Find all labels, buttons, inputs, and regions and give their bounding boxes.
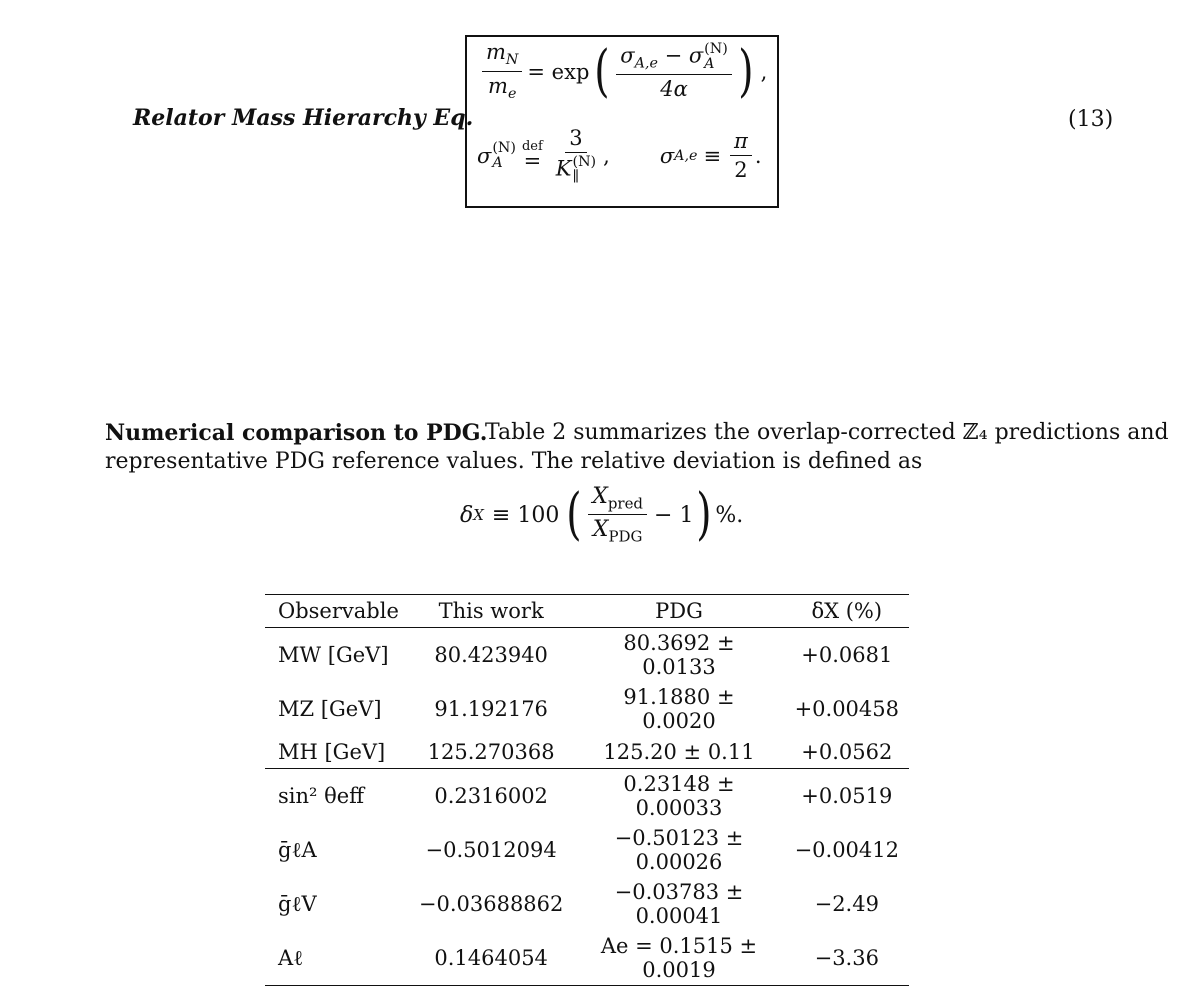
paragraph-line-2: representative PDG reference values. The relative deviation is defined as (105, 449, 923, 474)
cell-observable: MW [GeV] (278, 643, 389, 667)
table-header-row (265, 595, 909, 628)
comparison-table (265, 594, 909, 986)
sigma-definition: σ (N) A def = 3 K (N) ∥ , σ A,e ≡ $\frac{\pi}{2}$ . (477, 126, 762, 186)
cell-pdg: −0.50123 ± 0.00026 (614, 826, 744, 874)
header-pdg: PDG (655, 599, 703, 623)
table-row (265, 823, 909, 877)
mass-ratio-fraction: $\frac{m_N}{m_e}$ (482, 41, 522, 103)
paragraph-line-1: Table 2 summarizes the overlap-corrected ℤ₄ predictions and (485, 420, 1169, 445)
cell-observable: sin² θeff (265, 769, 409, 824)
boxed-equation (465, 35, 779, 208)
equation-number: (13) (1068, 107, 1114, 132)
cell-deviation: −3.36 (814, 946, 879, 970)
cell-deviation: −0.00412 (794, 838, 899, 862)
table-row (265, 628, 909, 683)
table-row (265, 736, 909, 769)
cell-deviation: −2.49 (814, 892, 879, 916)
cell-deviation: +0.00458 (794, 697, 899, 721)
cell-this-work: 91.192176 (434, 697, 548, 721)
table-row (265, 931, 909, 986)
cell-pdg: −0.03783 ± 0.00041 (614, 880, 744, 928)
cell-this-work: 125.270368 (427, 740, 555, 764)
cell-observable: ḡℓA (278, 837, 317, 862)
cell-observable: MH [GeV] (278, 740, 386, 764)
header-deviation: δX (%) (811, 599, 883, 623)
cell-this-work: −0.03688862 (418, 892, 564, 916)
cell-this-work: 0.1464054 (434, 946, 548, 970)
cell-pdg: 80.3692 ± 0.0133 (623, 631, 735, 679)
cell-this-work: 80.423940 (434, 643, 548, 667)
cell-observable: Aℓ (278, 945, 304, 970)
exponent-fraction: $\sigma_{A,e} - \sigma$ (N) A 4α (616, 42, 732, 102)
pi-half-fraction: $\frac{\pi}{2}$ (730, 130, 752, 182)
cell-this-work: 0.2316002 (409, 769, 574, 824)
cell-observable: MZ [GeV] (278, 697, 382, 721)
mass-ratio-equation: $\frac{m_N}{m_e}$ = exp ( $\sigma_{A,e} - \sigma$ (N) A 4α ) , (479, 41, 767, 103)
cell-deviation: +0.0681 (801, 643, 893, 667)
deviation-fraction: $\frac{X_{pred}}{X_{PDG}}$ (588, 485, 647, 545)
cell-pdg: Ae = 0.1515 ± 0.0019 (600, 934, 758, 982)
equation-label: Relator Mass Hierarchy Eq. (133, 105, 474, 131)
cell-pdg: 91.1880 ± 0.0020 (623, 685, 735, 733)
cell-deviation: +0.0562 (801, 740, 893, 764)
deviation-equation: δ X ≡ 100 ( $\frac{X_{pred}}{X_{PDG}}$ − 1 ) %. (460, 482, 744, 548)
paragraph-heading: Numerical comparison to PDG. (105, 420, 488, 446)
cell-this-work: −0.5012094 (425, 838, 557, 862)
header-observable: Observable (278, 599, 399, 623)
header-this-work: This work (438, 599, 544, 623)
kappa-fraction: 3 K (N) ∥ (555, 126, 597, 186)
table-row (265, 682, 909, 736)
cell-deviation: +0.0519 (785, 769, 909, 824)
table-row (265, 877, 909, 931)
table-row (265, 769, 909, 824)
cell-observable: ḡℓV (278, 891, 317, 916)
cell-pdg: 0.23148 ± 0.00033 (573, 769, 784, 824)
cell-pdg: 125.20 ± 0.11 (603, 740, 755, 764)
